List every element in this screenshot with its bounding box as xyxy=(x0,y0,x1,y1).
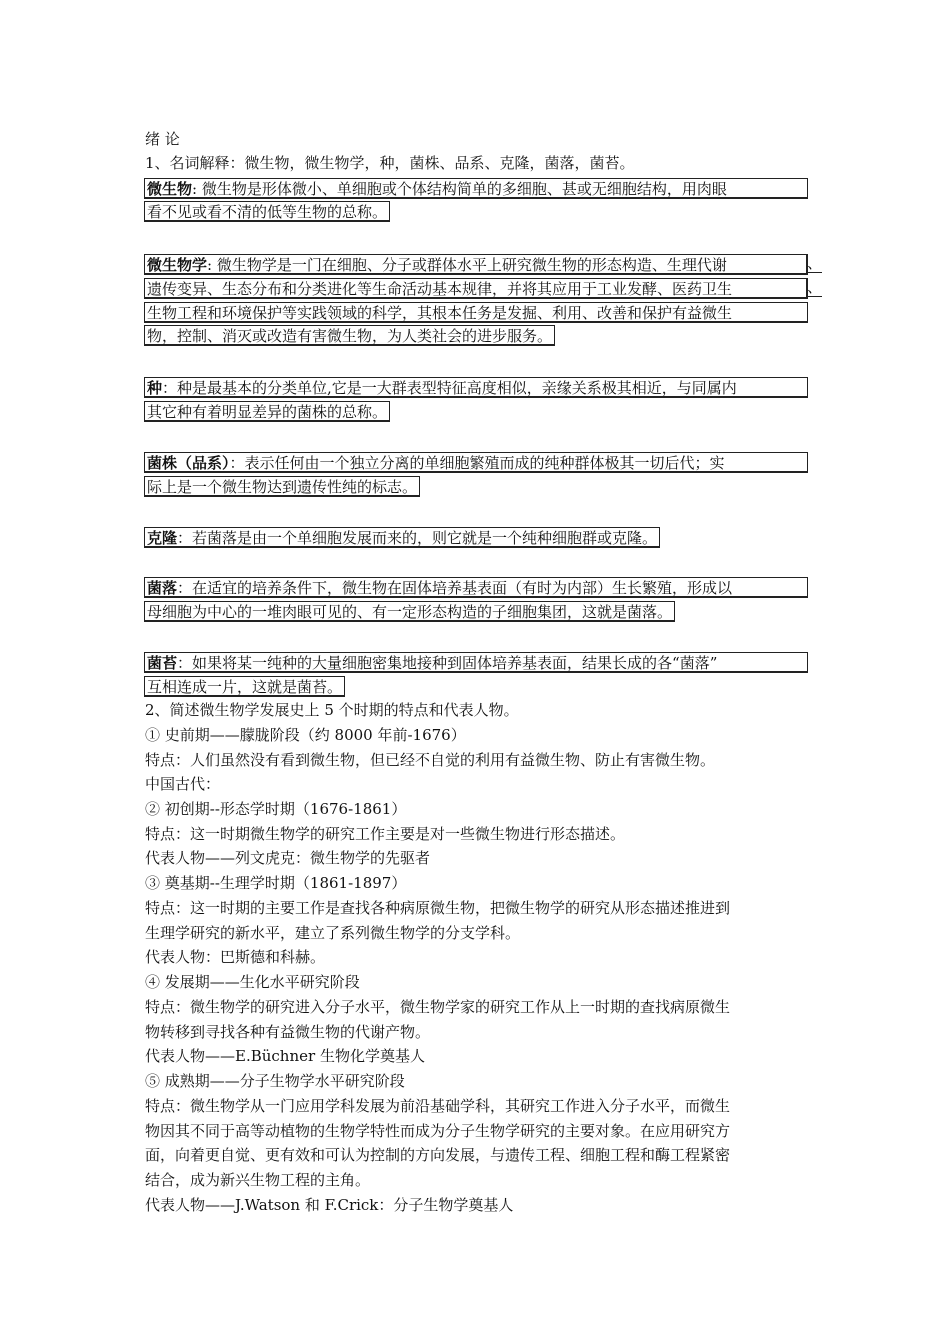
history-line: 代表人物：巴斯德和科赫。 xyxy=(145,948,326,966)
def-strain-line2: 际上是一个微生物达到遗传性纯的标志。 xyxy=(144,476,420,497)
def-microbe-line2: 看不见或看不清的低等生物的总称。 xyxy=(144,201,390,222)
def-microbiology-tick2 xyxy=(806,278,822,297)
def-lawn-line2: 互相连成一片，这就是菌苔。 xyxy=(144,676,345,697)
section-title: 绪 论 xyxy=(145,130,180,148)
history-line: ① 史前期——朦胧阶段（约 8000 年前-1676） xyxy=(145,726,466,744)
history-line: 代表人物——列文虎克：微生物学的先驱者 xyxy=(145,849,431,867)
def-clone-term: 克隆 xyxy=(147,529,178,547)
def-microbiology-term: 微生物学 xyxy=(147,256,208,274)
def-microbiology-tick1 xyxy=(806,254,822,273)
def-clone-line1 xyxy=(144,527,660,548)
history-line: 代表人物——E.Büchner 生物化学奠基人 xyxy=(145,1047,425,1065)
def-strain-term: 菌株（品系） xyxy=(147,454,230,472)
def-lawn-text1: ：如果将某一纯种的大量细胞密集地接种到固体培养基表面，结果长成的各“菌落” xyxy=(177,654,718,672)
history-line: 生理学研究的新水平，建立了系列微生物学的分支学科。 xyxy=(145,924,521,942)
history-line: ② 初创期--形态学时期（1676-1861） xyxy=(145,800,407,818)
def-clone-text1: ：若菌落是由一个单细胞发展而来的，则它就是一个纯种细胞群或克隆。 xyxy=(177,529,658,547)
history-line: 面，向着更自觉、更有效和可认为控制的方向发展，与遗传工程、细胞工程和酶工程紧密 xyxy=(145,1146,731,1164)
def-microbiology-text1: : 微生物学是一门在细胞、分子或群体水平上研究微生物的形态构造、生理代谢 xyxy=(207,256,727,274)
history-line: 物因其不同于高等动植物的生物学特性而成为分子生物学研究的主要对象。在应用研究方 xyxy=(145,1122,731,1140)
history-line: ⑤ 成熟期——分子生物学水平研究阶段 xyxy=(145,1072,405,1090)
def-microbiology-line1 xyxy=(144,254,808,275)
def-species-line1 xyxy=(144,377,808,398)
history-line: 中国古代： xyxy=(145,775,221,793)
def-microbiology-line4: 物，控制、消灭或改造有害微生物，为人类社会的进步服务。 xyxy=(144,325,555,346)
def-microbe-text1: : 微生物是形体微小、单细胞或个体结构简单的多细胞、甚或无细胞结构，用肉眼 xyxy=(192,180,727,198)
def-colony-line1 xyxy=(144,577,808,598)
question-1: 1、名词解释：微生物，微生物学，种，菌株、品系、克隆，菌落，菌苔。 xyxy=(145,154,635,172)
history-line: 结合，成为新兴生物工程的主角。 xyxy=(145,1171,371,1189)
def-colony-line2: 母细胞为中心的一堆肉眼可见的、有一定形态构造的子细胞集团，这就是菌落。 xyxy=(144,601,675,622)
history-line: 物转移到寻找各种有益微生物的代谢产物。 xyxy=(145,1023,431,1041)
def-species-line2: 其它种有着明显差异的菌株的总称。 xyxy=(144,401,390,422)
def-strain-text1: ：表示任何由一个独立分离的单细胞繁殖而成的纯种群体极其一切后代；实 xyxy=(229,454,725,472)
history-line: 特点：人们虽然没有看到微生物，但已经不自觉的利用有益微生物、防止有害微生物。 xyxy=(145,751,716,769)
history-line: 特点：这一时期微生物学的研究工作主要是对一些微生物进行形态描述。 xyxy=(145,825,626,843)
def-colony-text1: ：在适宜的培养条件下，微生物在固体培养基表面（有时为内部）生长繁殖，形成以 xyxy=(177,579,733,597)
def-species-term: 种 xyxy=(147,379,163,397)
def-lawn-term: 菌苔 xyxy=(147,654,178,672)
history-line: ③ 奠基期--生理学时期（1861-1897） xyxy=(145,874,407,892)
history-line: 特点：这一时期的主要工作是查找各种病原微生物，把微生物学的研究从形态描述推进到 xyxy=(145,899,731,917)
def-microbe-line1 xyxy=(144,178,808,199)
tick2-text: 、 xyxy=(807,278,823,296)
history-line: 特点：微生物学从一门应用学科发展为前沿基础学科，其研究工作进入分子水平，而微生 xyxy=(145,1097,731,1115)
def-microbiology-line2: 遗传变异、生态分布和分类进化等生命活动基本规律，并将其应用于工业发酵、医药卫生 xyxy=(144,278,808,299)
def-colony-term: 菌落 xyxy=(147,579,178,597)
def-lawn-line1 xyxy=(144,652,808,673)
def-microbe-term: 微生物 xyxy=(147,180,193,198)
history-line: 代表人物——J.Watson 和 F.Crick：分子生物学奠基人 xyxy=(145,1196,514,1214)
def-species-text1: ：种是最基本的分类单位,它是一大群表型特征高度相似，亲缘关系极其相近，与同属内 xyxy=(162,379,737,397)
history-line: 特点：微生物学的研究进入分子水平，微生物学家的研究工作从上一时期的查找病原微生 xyxy=(145,998,731,1016)
history-line: ④ 发展期——生化水平研究阶段 xyxy=(145,973,360,991)
tick1-text: 、 xyxy=(807,254,823,272)
def-strain-line1 xyxy=(144,452,808,473)
def-microbiology-line3: 生物工程和环境保护等实践领域的科学，其根本任务是发掘、利用、改善和保护有益微生 xyxy=(144,302,808,323)
question-2: 2、简述微生物学发展史上 5 个时期的特点和代表人物。 xyxy=(145,701,519,719)
